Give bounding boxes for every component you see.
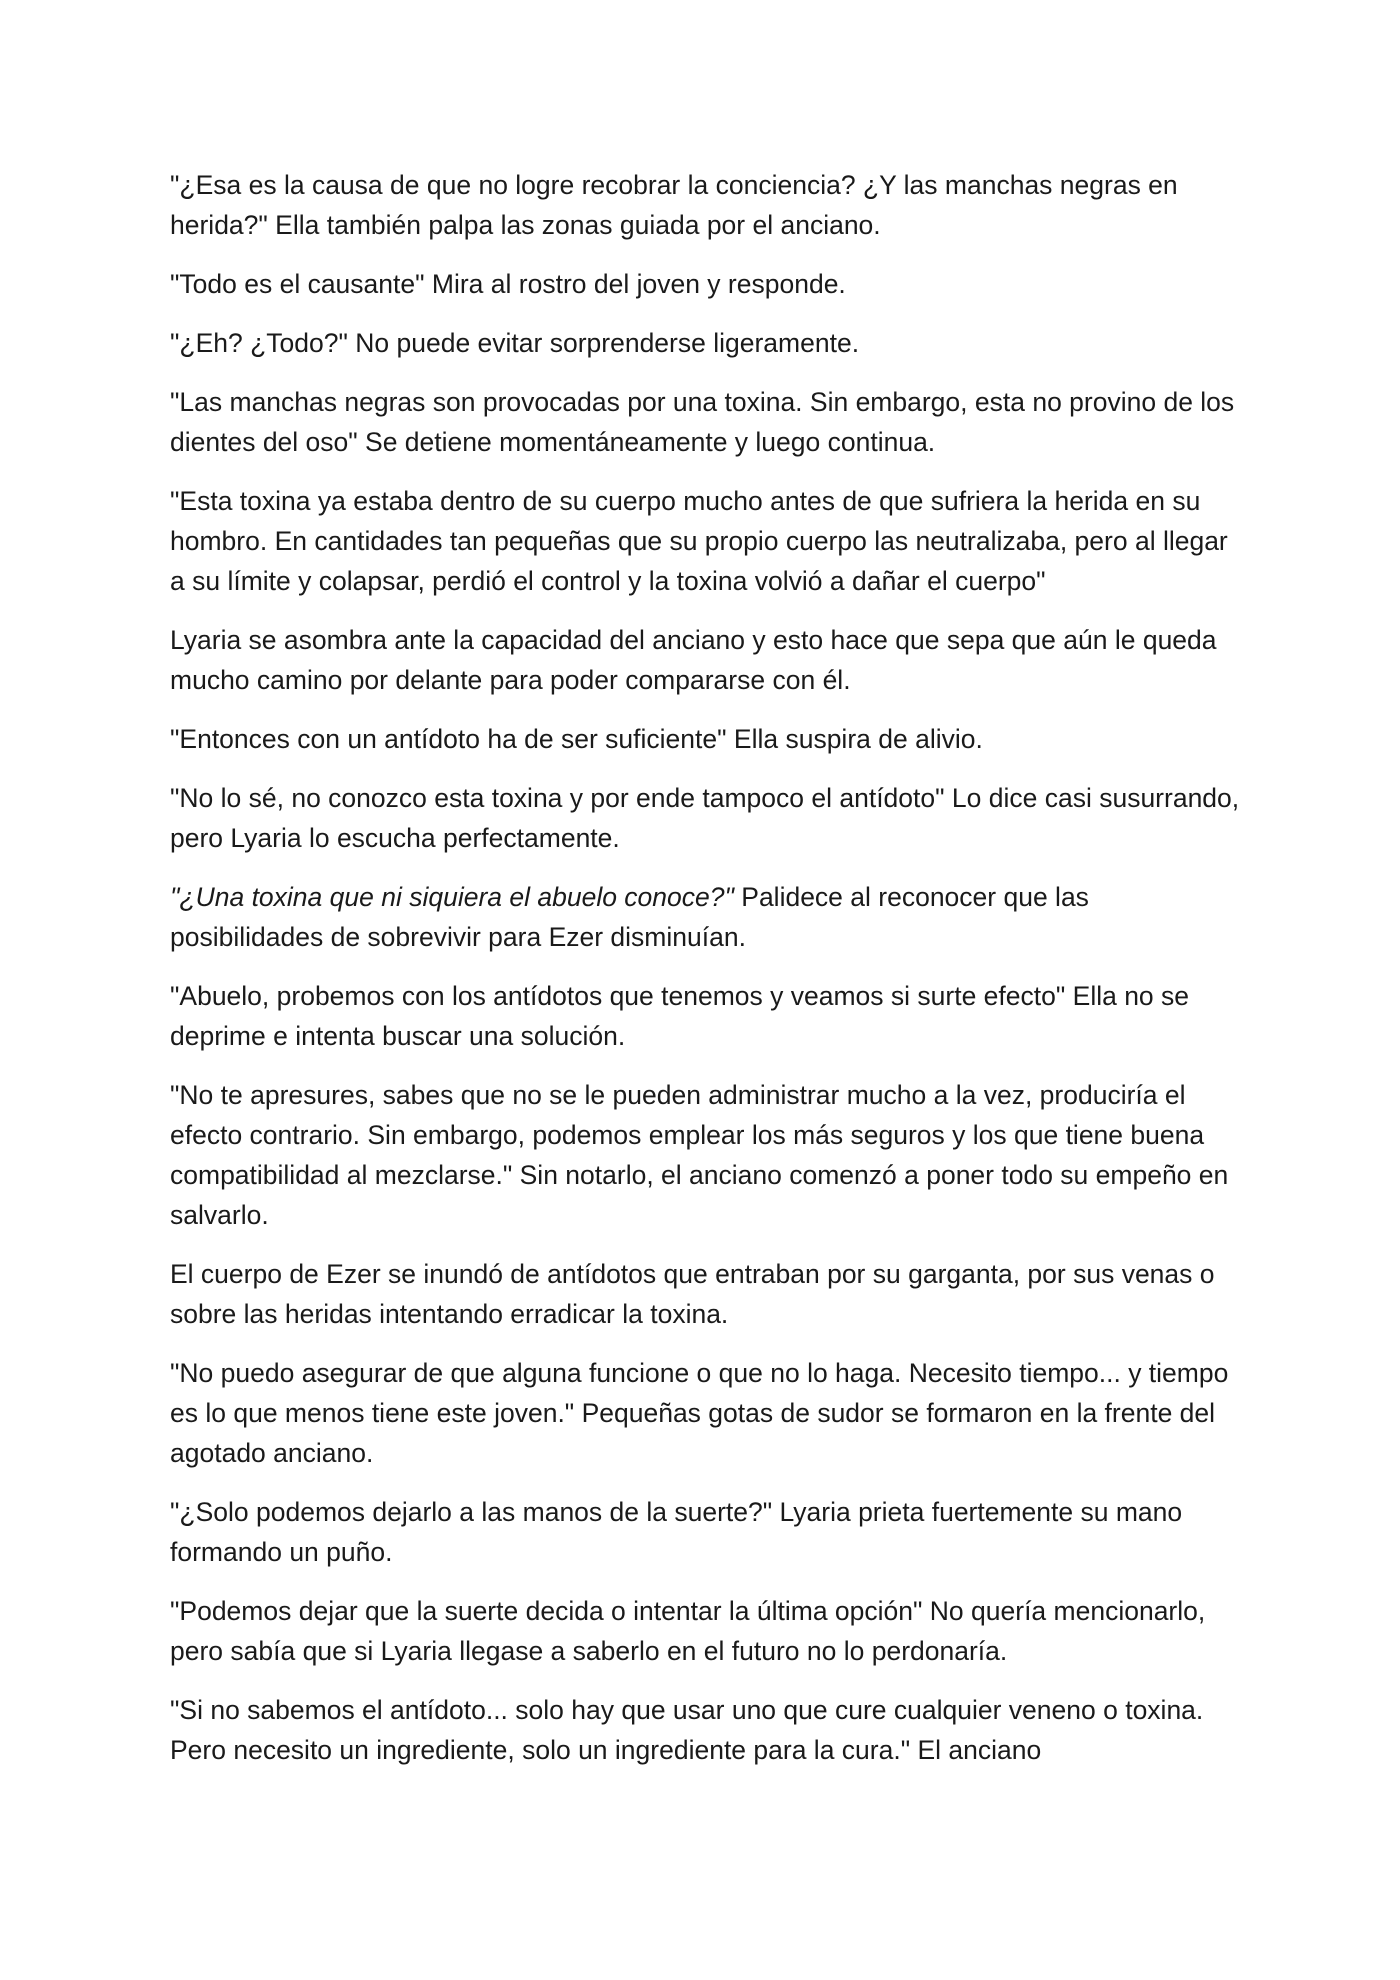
- document-body: [170, 165, 1240, 1789]
- paragraph: "Entonces con un antídoto ha de ser suficiente" Ella suspira de alivio.: [170, 724, 983, 754]
- paragraph: "No puedo asegurar de que alguna funcione o que no lo haga. Necesito tiempo... y tiempo es lo que menos tiene este joven." Pequeñas gotas de sudor se formaron en la frente del agotado anciano.: [170, 1358, 1229, 1468]
- paragraph: "Las manchas negras son provocadas por una toxina. Sin embargo, esta no provino de los dientes del oso" Se detiene momentáneamente y luego continua.: [170, 387, 1235, 457]
- paragraph: "Esta toxina ya estaba dentro de su cuerpo mucho antes de que sufriera la herida en su hombro. En cantidades tan pequeñas que su propio cuerpo las neutralizaba, pero al llegar a su límite y colapsar, perdió el control y la toxina volvió a dañar el cuerpo": [170, 486, 1228, 596]
- inner-thought: "¿Una toxina que ni siquiera el abuelo conoce?": [170, 882, 734, 912]
- paragraph: Lyaria se asombra ante la capacidad del anciano y esto hace que sepa que aún le queda mucho camino por delante para poder compararse con él.: [170, 625, 1217, 695]
- paragraph: "Si no sabemos el antídoto... solo hay que usar uno que cure cualquier veneno o toxina. Pero necesito un ingrediente, solo un ingrediente para la cura." El anciano: [170, 1695, 1204, 1765]
- paragraph-text: Palidece al reconocer que las posibilidades de sobrevivir para Ezer disminuían.: [170, 882, 1089, 952]
- paragraph: "Abuelo, probemos con los antídotos que tenemos y veamos si surte efecto" Ella no se deprime e intenta buscar una solución.: [170, 981, 1190, 1051]
- paragraph: "¿Esa es la causa de que no logre recobrar la conciencia? ¿Y las manchas negras en herida?" Ella también palpa las zonas guiada por el anciano.: [170, 170, 1178, 240]
- paragraph-with-thought: [170, 877, 1240, 957]
- paragraph: "No lo sé, no conozco esta toxina y por ende tampoco el antídoto" Lo dice casi susurrando, pero Lyaria lo escucha perfectamente.: [170, 783, 1240, 853]
- paragraph: "Podemos dejar que la suerte decida o intentar la última opción" No quería mencionarlo, pero sabía que si Lyaria llegase a saberlo en el futuro no lo perdonaría.: [170, 1596, 1206, 1666]
- paragraph: "¿Solo podemos dejarlo a las manos de la suerte?" Lyaria prieta fuertemente su mano formando un puño.: [170, 1497, 1183, 1567]
- paragraph: El cuerpo de Ezer se inundó de antídotos que entraban por su garganta, por sus venas o sobre las heridas intentando erradicar la toxina.: [170, 1259, 1215, 1329]
- paragraph: "Todo es el causante" Mira al rostro del joven y responde.: [170, 269, 846, 299]
- paragraph: "¿Eh? ¿Todo?" No puede evitar sorprenderse ligeramente.: [170, 328, 860, 358]
- paragraph: "No te apresures, sabes que no se le pueden administrar mucho a la vez, produciría el efecto contrario. Sin embargo, podemos emplear los más seguros y los que tiene buena compatibilidad al mezclarse." Sin notarlo, el anciano comenzó a poner todo su empeño en salvarlo.: [170, 1080, 1229, 1230]
